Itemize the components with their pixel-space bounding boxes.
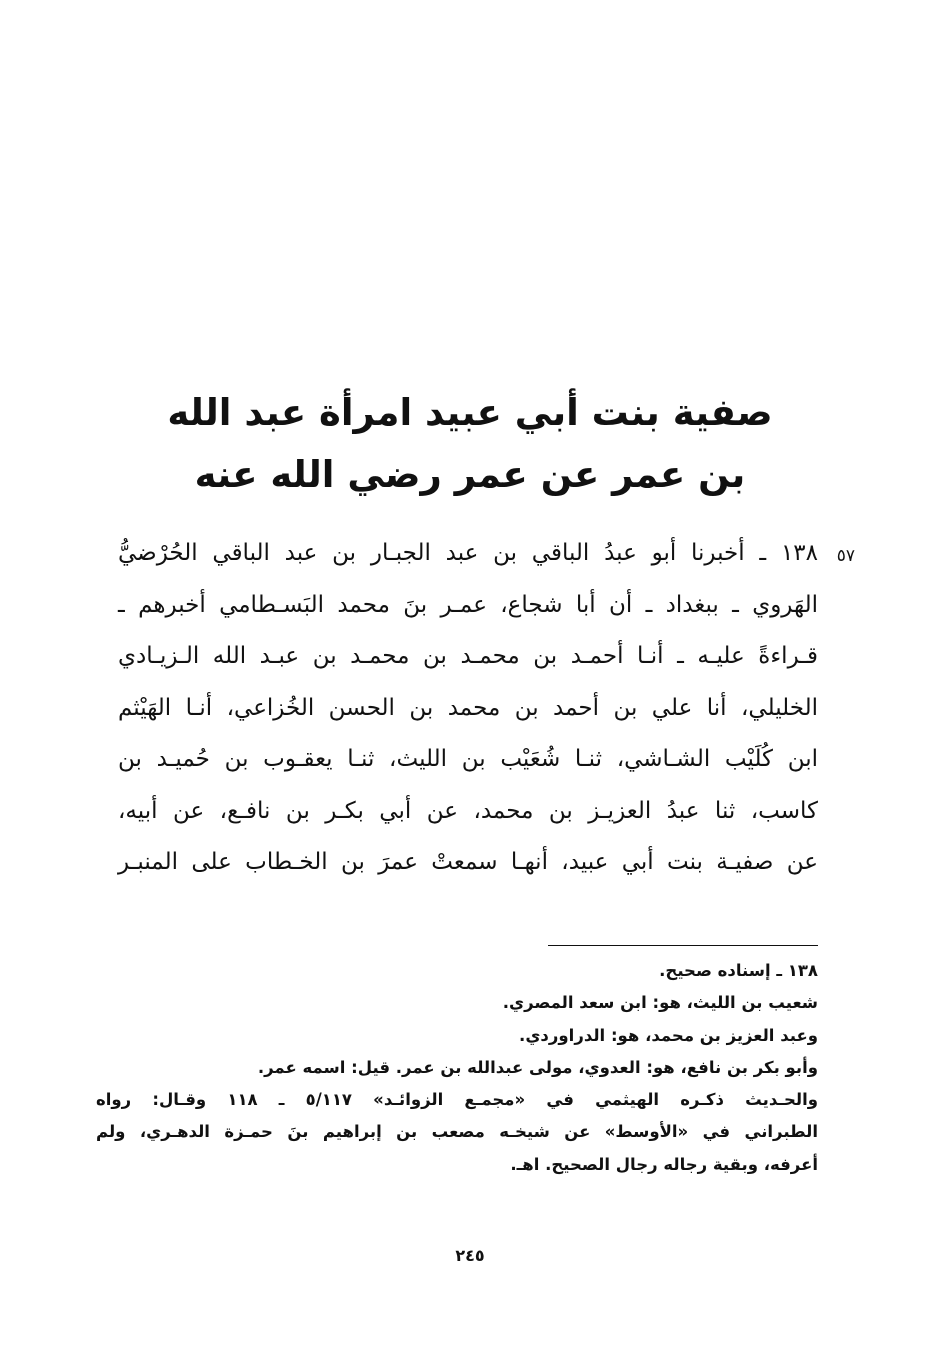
- chapter-title-line-1: صفية بنت أبي عبيد امرأة عبد الله: [167, 391, 773, 434]
- hadith-line: عن صفيـة بنت أبي عبيد، أنهـا سمعتْ عمرَ بن الخـطاب على المنبـر: [118, 849, 818, 875]
- chapter-title-line-2: بن عمر عن عمر رضي الله عنه: [194, 453, 746, 496]
- hadith-line: كاسب، ثنا عبدُ العزيـز بن محمد، عن أبي بكـر بن نافـع، عن أبيه،: [118, 797, 818, 824]
- footnote-line: وعبد العزيز بن محمد، هو: الدراوردي.: [519, 1025, 818, 1045]
- footnote-divider: [548, 945, 818, 946]
- hadith-text: [118, 528, 818, 889]
- hadith-line: ابن كُلَيْب الشـاشي، ثنـا شُعَيْب بن الليث، ثنـا يعقـوب بن حُميـد بن: [118, 746, 818, 772]
- hadith-line: ١٣٨ ـ أخبرنا أبو عبدُ الباقي بن عبد الجبـار بن عبد الباقي الحُرْضيُّ: [118, 540, 818, 566]
- hadith-line: الهَروي ـ ببغداد ـ أن أبا شجاع، عمـر بنَ محمد البَسـطامي أخبرهم ـ: [118, 591, 818, 618]
- footnotes: [96, 955, 818, 1181]
- footnote-line: ١٣٨ ـ إسناده صحيح.: [659, 961, 818, 980]
- margin-number: ٥٧: [836, 546, 855, 566]
- hadith-line: الخليلي، أنا علي بن أحمد بن محمد بن الحسن الخُزاعي، أنـا الهَيْثم: [118, 694, 818, 721]
- footnote-line: والحـديث ذكـره الهيثمي في «مجمـع الزوائـد» ٥/١١٧ ـ ١١٨ وقـال: رواه: [96, 1090, 818, 1110]
- hadith-line: قـراءةً عليـه ـ أنـا أحمـد بن محمـد بن محمـد بن عبـد الله الـزيـادي: [118, 643, 818, 669]
- page-number: ٢٤٥: [455, 1246, 485, 1265]
- footnote-line: أعرفه، وبقية رجاله رجال الصحيح. اهـ.: [510, 1154, 818, 1174]
- footnote-line: الطبراني في «الأوسط» عن شيخـه مصعب بن إبراهيم بنَ حمـزة الدهـري، ولم: [96, 1122, 818, 1142]
- footnote-line: شعيب بن الليث، هو: ابن سعد المصري.: [502, 993, 818, 1013]
- footnote-line: وأبو بكر بن نافع، هو: العدوي، مولى عبدالله بن عمر. قيل: اسمه عمر.: [257, 1057, 818, 1077]
- chapter-title: [120, 382, 820, 506]
